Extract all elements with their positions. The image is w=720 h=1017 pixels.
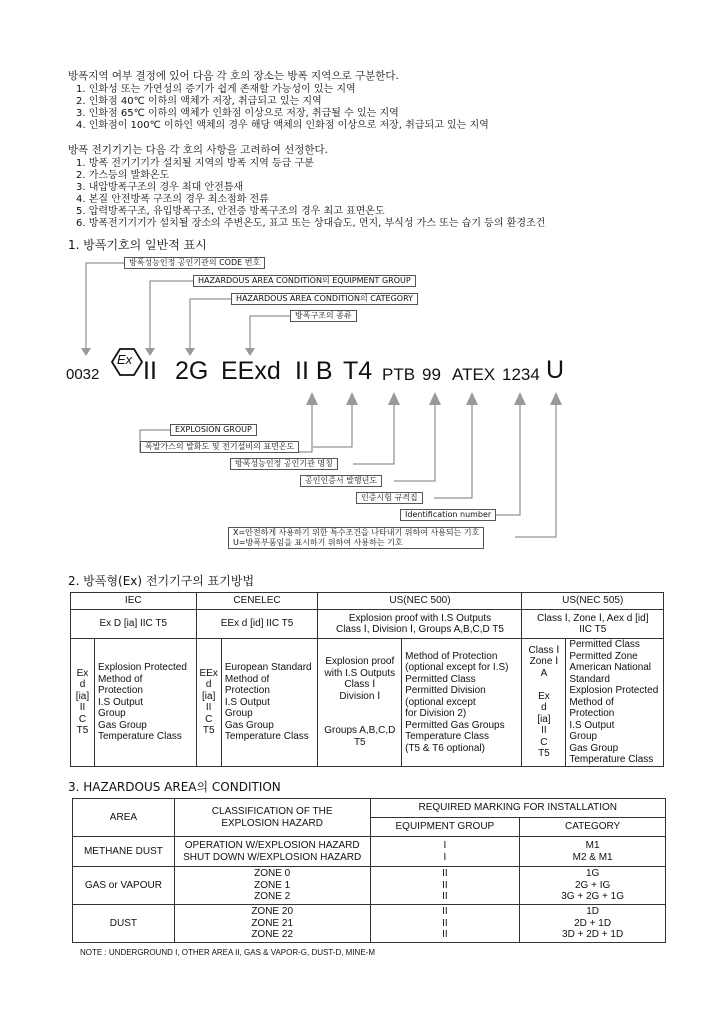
nec505-descriptions: Permitted Class Permitted Zone American National Standard Explosion Protected Method of Protection I.S Output Group Gas Group Temperature Class: [566, 639, 664, 767]
table-row: [73, 837, 666, 867]
hazardous-area-table: [72, 798, 666, 943]
nec500-codes: Explosion proof with I.S Outputs Class Ⅰ Division Ⅰ Groups A,B,C,D T5: [318, 639, 402, 767]
example-cenelec: EEx d [id] IIC T5: [196, 610, 318, 639]
selection-item-2: 2. 가스등의 발화온도: [76, 170, 170, 181]
header-equipment-group: EQUIPMENT GROUP: [370, 818, 520, 837]
example-iec: Ex D [ia] IIC T5: [71, 610, 197, 639]
section1-title: 1. 방폭기호의 일반적 표시: [68, 238, 207, 252]
row-group: II II II: [370, 867, 520, 905]
iec-codes: Ex d [ia] II C T5: [71, 639, 95, 767]
marking-gas-group: II B: [295, 357, 333, 385]
label-cert-year: 공인인증서 발행년도: [300, 475, 382, 487]
intro-heading: 방폭지역 여부 결정에 있어 다음 각 호의 장소는 방폭 지역으로 구분한다.: [68, 70, 399, 82]
section3-title: 3. HAZARDOUS AREA의 CONDITION: [68, 780, 281, 794]
section2-title: 2. 방폭형(Ex) 전기기구의 표기방법: [68, 574, 255, 588]
row-category: M1 M2 & M1: [520, 837, 666, 867]
nec505-codes: Class Ⅰ Zone Ⅰ A Ex d [ia] II C T5: [522, 639, 566, 767]
selection-heading: 방폭 전기기기는 다음 각 호의 사항을 고려하여 선정한다.: [68, 144, 328, 156]
label-category: HAZARDOUS AREA CONDITION의 CATEGORY: [231, 293, 418, 305]
selection-item-3: 3. 내압방폭구조의 경우 최대 안전틈새: [76, 182, 244, 193]
marking-suffix: U: [546, 356, 565, 384]
marking-protection: EExd: [221, 357, 281, 385]
label-code-number: 방폭성능인정 공인기관의 CODE 번호: [124, 257, 265, 269]
marking-ex-symbol: Ex: [117, 352, 133, 367]
header-area: AREA: [73, 799, 175, 837]
table-row: [73, 905, 666, 943]
row-group: I I: [370, 837, 520, 867]
label-test-standard: 인증시험 규격집: [356, 492, 423, 504]
label-body-name: 방폭성능인정 공인기관 명칭: [230, 458, 338, 470]
header-nec500: US(NEC 500): [318, 593, 522, 610]
intro-item-4: 4. 인화점이 100℃ 이하인 액체의 경우 해당 액체의 인화점 이상으로 저장, 취급되고 있는 지역: [76, 120, 489, 131]
label-explosion-group: EXPLOSION GROUP: [170, 424, 257, 436]
header-classification: CLASSIFICATION OF THE EXPLOSION HAZARD: [174, 799, 370, 837]
iec-descriptions: Explosion Protected Method of Protection I.S Output Group Gas Group Temperature Class: [94, 639, 196, 767]
marking-body: PTB: [382, 365, 416, 384]
selection-item-6: 6. 방폭전기기기가 설치될 장소의 주변온도, 표고 또는 상대습도, 먼지, 부식성 가스 또는 습기 등의 환경조건: [76, 218, 546, 229]
header-iec: IEC: [71, 593, 197, 610]
nec500-descriptions: Method of Protection (optional except for I.S) Permitted Class Permitted Division (optional except for Division 2) Permitted Gas Groups Temperature Class (T5 & T6 optional): [402, 639, 522, 767]
marking-group: II: [143, 357, 157, 385]
table-row: [73, 867, 666, 905]
header-nec505: US(NEC 505): [522, 593, 664, 610]
row-area: DUST: [73, 905, 175, 943]
marking-temp-class: T4: [343, 357, 373, 385]
row-group: II II II: [370, 905, 520, 943]
header-cenelec: CENELEC: [196, 593, 318, 610]
section3-note: NOTE : UNDERGROUND I, OTHER AREA II, GAS & VAPOR-G, DUST-D, MINE-M: [80, 948, 375, 957]
label-ignition-temp: 폭발가스의 발화도 및 전기설비의 표면온도: [140, 441, 299, 453]
label-identification-number: Identification number: [400, 509, 496, 521]
marking-category: 2G: [175, 357, 209, 385]
label-xu-symbols: X=안전하게 사용하기 위한 특수조건을 나타내기 위하여 사용되는 기호 U=방폭부품임을 표시하기 위하여 사용하는 기호: [228, 527, 484, 549]
ex-marking-table: [70, 592, 664, 767]
row-classification: ZONE 0 ZONE 1 ZONE 2: [174, 867, 370, 905]
intro-item-1: 1. 인화성 또는 가연성의 증기가 쉽게 존재할 가능성이 있는 지역: [76, 84, 356, 95]
marking-id-number: 1234: [502, 365, 540, 384]
intro-item-3: 3. 인화점 65℃ 이하의 액체가 인화점 이상으로 저장, 취급될 수 있는 지역: [76, 108, 399, 119]
example-nec500: Explosion proof with I.S Outputs Class Ⅰ, Division Ⅰ, Groups A,B,C,D T5: [318, 610, 522, 639]
header-required-marking: REQUIRED MARKING FOR INSTALLATION: [370, 799, 666, 818]
row-area: METHANE DUST: [73, 837, 175, 867]
selection-item-1: 1. 방폭 전기기기가 설치될 지역의 방폭 지역 등급 구분: [76, 158, 314, 169]
cenelec-codes: EEx d [ia] II C T5: [196, 639, 221, 767]
row-classification: ZONE 20 ZONE 21 ZONE 22: [174, 905, 370, 943]
row-classification: OPERATION W/EXPLOSION HAZARD SHUT DOWN W/EXPLOSION HAZARD: [174, 837, 370, 867]
cenelec-descriptions: European Standard Method of Protection I.S Output Group Gas Group Temperature Class: [221, 639, 318, 767]
marking-standard: ATEX: [452, 365, 496, 384]
label-protection-type: 방폭구조의 종류: [290, 310, 357, 322]
row-category: 1D 2D + 1D 3D + 2D + 1D: [520, 905, 666, 943]
marking-year: 99: [422, 365, 441, 384]
intro-item-2: 2. 인화점 40℃ 이하의 액체가 저장, 취급되고 있는 지역: [76, 96, 322, 107]
row-area: GAS or VAPOUR: [73, 867, 175, 905]
row-category: 1G 2G + IG 3G + 2G + 1G: [520, 867, 666, 905]
marking-code: 0032: [66, 366, 100, 383]
label-equipment-group: HAZARDOUS AREA CONDITION의 EQUIPMENT GROUP: [193, 275, 416, 287]
header-category: CATEGORY: [520, 818, 666, 837]
selection-item-4: 4. 본질 안전방폭 구조의 경우 최소점화 전류: [76, 194, 269, 205]
example-nec505: Class Ⅰ, Zone Ⅰ, Aex d [id] IIC T5: [522, 610, 664, 639]
selection-item-5: 5. 압력방폭구조, 유입방폭구조, 안전증 방폭구조의 경우 최고 표면온도: [76, 206, 385, 217]
